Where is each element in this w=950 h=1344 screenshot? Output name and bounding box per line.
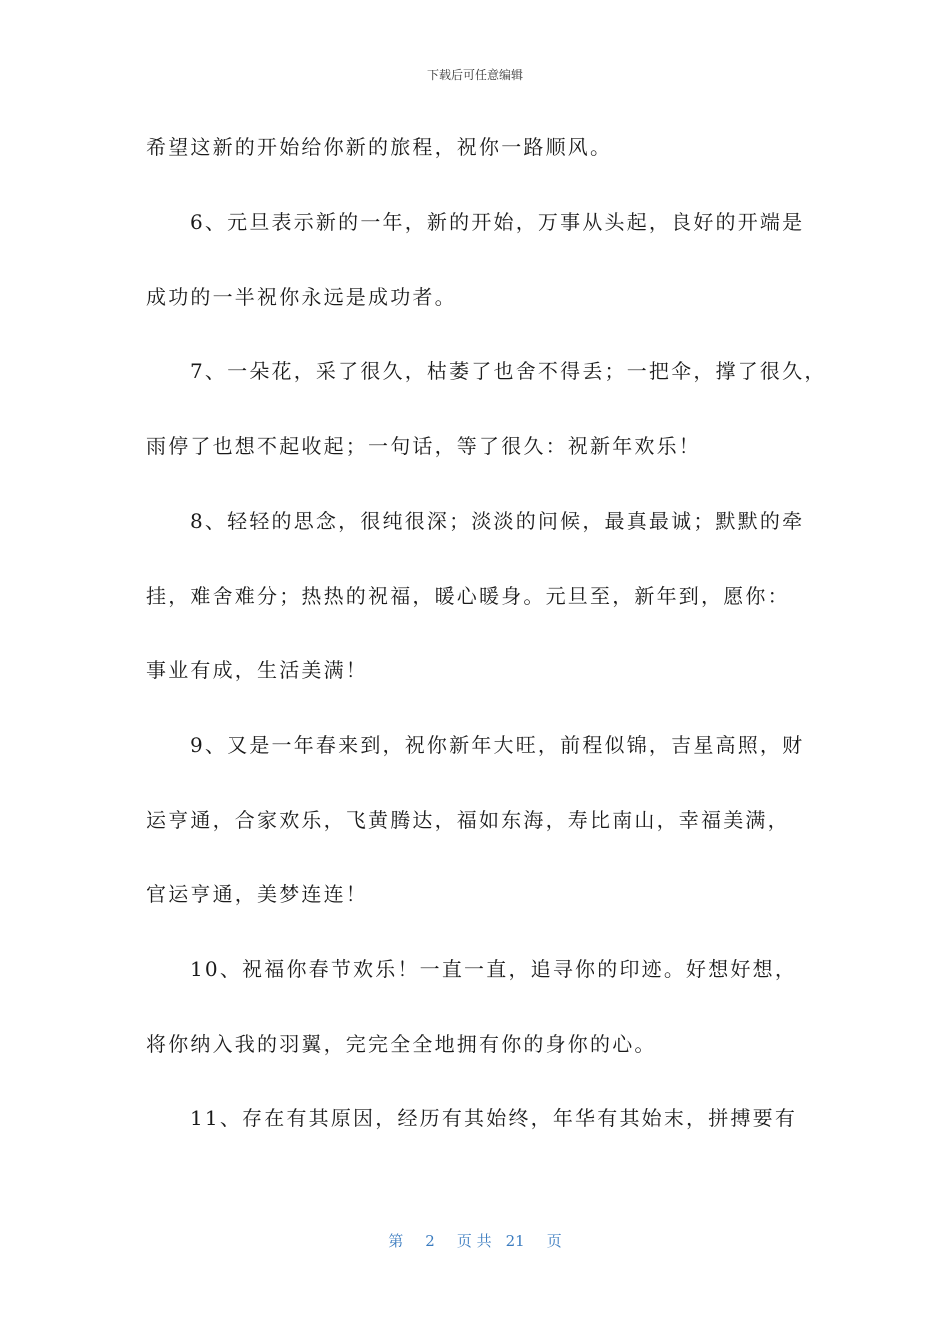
text-line: 事业有成，生活美满！ (146, 658, 368, 682)
text-line: 8、轻轻的思念，很纯很深；淡淡的问候，最真最诚；默默的牵 (190, 509, 805, 533)
header-note: 下载后可任意编辑 (426, 68, 523, 82)
footer-prefix: 第 (388, 1232, 404, 1250)
text-line: 官运亨通，美梦连连！ (146, 882, 368, 906)
footer-suffix: 页 (546, 1232, 562, 1250)
text-line: 运亨通，合家欢乐，飞黄腾达，福如东海，寿比南山，幸福美满， (146, 808, 790, 832)
text-line: 10、祝福你春节欢乐！一直一直，追寻你的印迹。好想好想， (190, 957, 798, 981)
page-footer (0, 1230, 950, 1251)
text-line: 6、元旦表示新的一年，新的开始，万事从头起，良好的开端是 (190, 210, 805, 234)
text-line: 雨停了也想不起收起；一句话，等了很久：祝新年欢乐！ (146, 434, 701, 458)
text-line: 成功的一半祝你永远是成功者。 (146, 285, 457, 309)
text-line: 挂，难舍难分；热热的祝福，暖心暖身。元旦至，新年到，愿你： (146, 584, 790, 608)
text-line: 7、一朵花，采了很久，枯萎了也舍不得丢；一把伞，撑了很久， (190, 359, 827, 383)
text-line: 希望这新的开始给你新的旅程，祝你一路顺风。 (146, 135, 613, 159)
total-pages-number: 21 (505, 1232, 525, 1250)
footer-middle: 页 共 (456, 1232, 492, 1250)
current-page-number: 2 (425, 1232, 435, 1250)
text-line: 11、存在有其原因，经历有其始终，年华有其始末，拼搏要有 (190, 1106, 798, 1130)
text-line: 将你纳入我的羽翼，完完全全地拥有你的身你的心。 (146, 1032, 657, 1056)
text-line: 9、又是一年春来到，祝你新年大旺，前程似锦，吉星高照，财 (190, 733, 805, 757)
